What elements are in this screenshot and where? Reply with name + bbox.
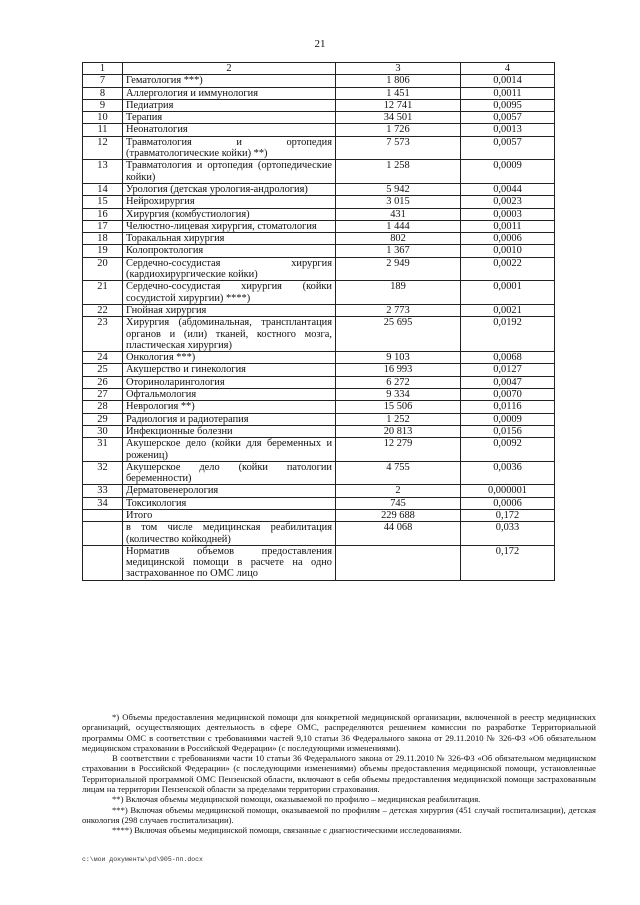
row-profile-name: Челюстно-лицевая хирургия, стоматология: [123, 220, 336, 232]
row-number: 21: [83, 281, 123, 305]
footnote-5: ****) Включая объемы медицинской помощи, связанные с диагностическими исследованиями.: [112, 825, 462, 836]
row-profile-name: Акушерское дело (койки патологии беременности): [123, 461, 336, 485]
row-value: 4 755: [336, 461, 461, 485]
table-row: [83, 183, 555, 195]
row-number: 8: [83, 87, 123, 99]
row-value: 34 501: [336, 112, 461, 124]
row-profile-name: Педиатрия: [123, 99, 336, 111]
row-coefficient: 0,0021: [461, 304, 555, 316]
row-coefficient: 0,000001: [461, 485, 555, 497]
row-value: 189: [336, 281, 461, 305]
row-coefficient: 0,0006: [461, 233, 555, 245]
table-row: [83, 87, 555, 99]
row-value: 20 813: [336, 425, 461, 437]
row-value: 2 949: [336, 257, 461, 281]
row-value: 12 741: [336, 99, 461, 111]
table-row: [83, 245, 555, 257]
row-number: 18: [83, 233, 123, 245]
row-number: 34: [83, 497, 123, 509]
row-number: 14: [83, 183, 123, 195]
row-coefficient: 0,0022: [461, 257, 555, 281]
row-value: 2: [336, 485, 461, 497]
row-coefficient: 0,0003: [461, 208, 555, 220]
row-coefficient: 0,0006: [461, 497, 555, 509]
row-coefficient: 0,172: [461, 509, 555, 521]
table-row: [83, 376, 555, 388]
header-col-3: 3: [336, 63, 461, 75]
row-value: 16 993: [336, 364, 461, 376]
row-value: 15 506: [336, 401, 461, 413]
row-number: 12: [83, 136, 123, 160]
row-value: 431: [336, 208, 461, 220]
row-profile-name: Токсикология: [123, 497, 336, 509]
row-profile-name: Терапия: [123, 112, 336, 124]
table-row: [83, 75, 555, 87]
row-coefficient: 0,0068: [461, 352, 555, 364]
row-value: 6 272: [336, 376, 461, 388]
row-profile-name: Хирургия (комбустиология): [123, 208, 336, 220]
row-value: 1 258: [336, 160, 461, 184]
row-coefficient: 0,0044: [461, 183, 555, 195]
row-profile-name: Гематология ***): [123, 75, 336, 87]
row-profile-name: Радиология и радиотерапия: [123, 413, 336, 425]
row-number: 25: [83, 364, 123, 376]
table-row: [83, 425, 555, 437]
table-row: [83, 196, 555, 208]
table-row: [83, 352, 555, 364]
row-value: 2 773: [336, 304, 461, 316]
row-number: 28: [83, 401, 123, 413]
row-coefficient: 0,0047: [461, 376, 555, 388]
row-value: 1 806: [336, 75, 461, 87]
row-number: 10: [83, 112, 123, 124]
row-number: [83, 545, 123, 580]
row-profile-name: Травматология и ортопедия (травматологические койки) **): [123, 136, 336, 160]
row-coefficient: 0,033: [461, 522, 555, 546]
row-coefficient: 0,0011: [461, 220, 555, 232]
table-row: [83, 112, 555, 124]
row-profile-name: Акушерство и гинекология: [123, 364, 336, 376]
footnotes: [82, 712, 596, 836]
row-number: 32: [83, 461, 123, 485]
row-value: 3 015: [336, 196, 461, 208]
row-profile-name: Инфекционные болезни: [123, 425, 336, 437]
row-number: 27: [83, 389, 123, 401]
row-number: 7: [83, 75, 123, 87]
row-number: 11: [83, 124, 123, 136]
row-profile-name: Колопроктология: [123, 245, 336, 257]
row-number: 24: [83, 352, 123, 364]
table-row: [83, 257, 555, 281]
footnote-4: ***) Включая объемы медицинской помощи, оказываемой по профилям – детская хирургия (451 случай госпитализации), детская онкология (298 случаев госпитализации).: [82, 804, 596, 825]
row-coefficient: 0,0127: [461, 364, 555, 376]
row-coefficient: 0,0011: [461, 87, 555, 99]
row-profile-name: Оториноларингология: [123, 376, 336, 388]
row-value: 9 334: [336, 389, 461, 401]
table-row: [83, 497, 555, 509]
row-profile-name: Акушерское дело (койки для беременных и рожениц): [123, 438, 336, 462]
row-number: 19: [83, 245, 123, 257]
row-coefficient: 0,0092: [461, 438, 555, 462]
row-profile-name: Офтальмология: [123, 389, 336, 401]
row-number: 33: [83, 485, 123, 497]
row-profile-name: Аллергология и иммунология: [123, 87, 336, 99]
row-profile-name: Хирургия (абдоминальная, трансплантация органов и (или) тканей, костного мозга, пластическая хирургия): [123, 317, 336, 352]
row-value: 1 726: [336, 124, 461, 136]
row-number: 20: [83, 257, 123, 281]
row-value: 5 942: [336, 183, 461, 195]
row-value: 1 252: [336, 413, 461, 425]
table-row: [83, 438, 555, 462]
row-number: 30: [83, 425, 123, 437]
row-coefficient: 0,0014: [461, 75, 555, 87]
row-number: 23: [83, 317, 123, 352]
table-row: [83, 364, 555, 376]
row-value: 7 573: [336, 136, 461, 160]
footnote-2: В соответствии с требованиями части 10 статьи 36 Федерального закона от 29.11.2010 № 326-ФЗ «Об обязательном медицинском страховании в Российской Федерации» (с последующими изменениями) объемы предоставления медицинской помощи, установленные Территориальной программой ОМС Пензенской области, включают в себя объемы предоставления медицинской помощи застрахованным лицам на территории Пензенской области за пределами территории страхования.: [82, 753, 596, 795]
row-value: 25 695: [336, 317, 461, 352]
row-number: [83, 522, 123, 546]
table-row: [83, 317, 555, 352]
table-row: [83, 485, 555, 497]
table-row: [83, 99, 555, 111]
row-value: 745: [336, 497, 461, 509]
row-number: 29: [83, 413, 123, 425]
row-profile-name: Сердечно-сосудистая хирургия (койки сосудистой хирургии) ****): [123, 281, 336, 305]
table-row: [83, 124, 555, 136]
row-profile-name: Норматив объемов предоставления медицинской помощи в расчете на одно застрахованное по ОМС лицо: [123, 545, 336, 580]
header-col-4: 4: [461, 63, 555, 75]
table-row: [83, 461, 555, 485]
row-profile-name: Онкология ***): [123, 352, 336, 364]
row-coefficient: 0,172: [461, 545, 555, 580]
row-coefficient: 0,0057: [461, 112, 555, 124]
table-row: [83, 220, 555, 232]
footnote-1: *) Объемы предоставления медицинской помощи для конкретной медицинской организации, включенной в реестр медицинских организаций, осуществляющих деятельность в сфере ОМС, распределяются решением комиссии по разработке Территориальной программы ОМС в соответствии с требованиями частей 9,10 статьи 36 Федерального закона от 29.11.2010 № 326-ФЗ «Об обязательном медицинском страховании в Российской Федерации» (с последующими изменениями).: [82, 712, 596, 753]
row-number: 17: [83, 220, 123, 232]
row-value: 229 688: [336, 509, 461, 521]
row-profile-name: Гнойная хирургия: [123, 304, 336, 316]
row-coefficient: 0,0036: [461, 461, 555, 485]
page-number: 21: [314, 38, 326, 50]
row-coefficient: 0,0013: [461, 124, 555, 136]
table-row: [83, 509, 555, 521]
table-row: [83, 389, 555, 401]
row-number: 22: [83, 304, 123, 316]
row-value: 1 451: [336, 87, 461, 99]
table-row: [83, 136, 555, 160]
row-number: 13: [83, 160, 123, 184]
row-profile-name: Сердечно-сосудистая хирургия (кардиохирургические койки): [123, 257, 336, 281]
row-profile-name: Неврология **): [123, 401, 336, 413]
row-coefficient: 0,0010: [461, 245, 555, 257]
row-coefficient: 0,0023: [461, 196, 555, 208]
row-profile-name: Торакальная хирургия: [123, 233, 336, 245]
row-profile-name: Дерматовенерология: [123, 485, 336, 497]
volumes-table: [82, 62, 555, 581]
row-profile-name: в том числе медицинская реабилитация (количество койкодней): [123, 522, 336, 546]
row-number: 26: [83, 376, 123, 388]
row-number: 15: [83, 196, 123, 208]
row-coefficient: 0,0156: [461, 425, 555, 437]
table-row: [83, 522, 555, 546]
row-profile-name: Итого: [123, 509, 336, 521]
table-row: [83, 281, 555, 305]
row-profile-name: Нейрохирургия: [123, 196, 336, 208]
row-number: [83, 509, 123, 521]
row-coefficient: 0,0095: [461, 99, 555, 111]
header-col-1: 1: [83, 63, 123, 75]
row-profile-name: Неонатология: [123, 124, 336, 136]
row-coefficient: 0,0070: [461, 389, 555, 401]
row-value: 1 367: [336, 245, 461, 257]
row-coefficient: 0,0001: [461, 281, 555, 305]
file-path-footer: c:\мои документы\pd\905-пп.docx: [82, 856, 203, 863]
row-coefficient: 0,0009: [461, 160, 555, 184]
row-value: 1 444: [336, 220, 461, 232]
row-number: 16: [83, 208, 123, 220]
row-number: 9: [83, 99, 123, 111]
table-row: [83, 413, 555, 425]
table-row: [83, 401, 555, 413]
row-profile-name: Травматология и ортопедия (ортопедические койки): [123, 160, 336, 184]
table-row: [83, 208, 555, 220]
table-row: [83, 304, 555, 316]
row-value: 12 279: [336, 438, 461, 462]
row-coefficient: 0,0116: [461, 401, 555, 413]
table-row: [83, 160, 555, 184]
row-profile-name: Урология (детская урология-андрология): [123, 183, 336, 195]
footnote-3: **) Включая объемы медицинской помощи, оказываемой по профилю – медицинская реабилитация.: [112, 794, 481, 805]
row-number: 31: [83, 438, 123, 462]
table-row: [83, 545, 555, 580]
row-coefficient: 0,0057: [461, 136, 555, 160]
row-coefficient: 0,0009: [461, 413, 555, 425]
row-value: 802: [336, 233, 461, 245]
table-row: [83, 233, 555, 245]
row-coefficient: 0,0192: [461, 317, 555, 352]
row-value: 9 103: [336, 352, 461, 364]
header-col-2: 2: [123, 63, 336, 75]
table-body: [83, 75, 555, 580]
row-value: [336, 545, 461, 580]
table-header-row: [83, 63, 555, 75]
row-value: 44 068: [336, 522, 461, 546]
